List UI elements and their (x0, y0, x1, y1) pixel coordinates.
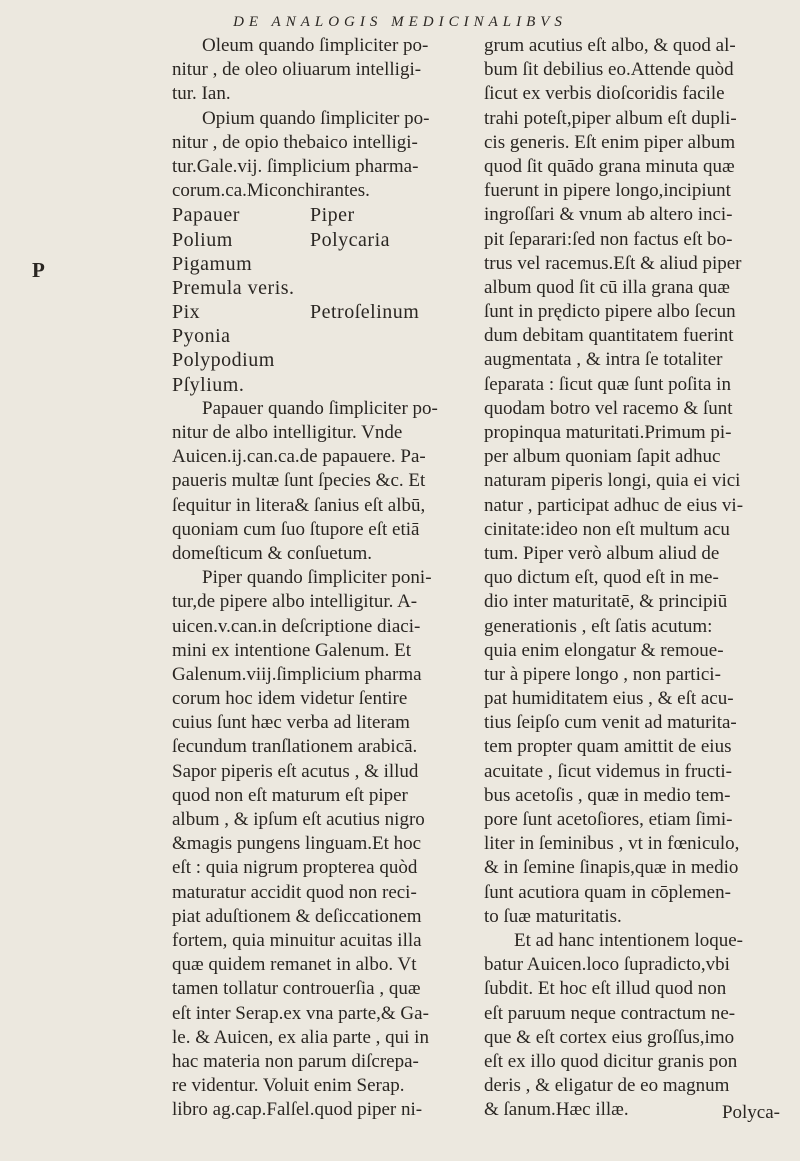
text-line: Galenum.viij.ſimplicium pharma (172, 663, 422, 685)
text-line: tem propter quam amittit de eius (484, 736, 732, 758)
text-line: eſt paruum neque contractum ne- (484, 1002, 736, 1024)
term-list-row (172, 228, 477, 252)
term-list-row (172, 252, 477, 276)
term-list-row (172, 300, 477, 324)
text-line: paueris multæ ſunt ſpecies &c. Et (172, 470, 426, 492)
text-line: grum acutius eſt albo, & quod al- (484, 35, 736, 56)
text-line: tum. Piper verò album aliud de (484, 542, 720, 564)
text-line: & in ſemine ſinapis,quæ in medio (484, 857, 739, 879)
text-line: libro ag.cap.Falſel.quod piper ni- (172, 1099, 423, 1121)
text-line: quod non eſt maturum eſt piper (172, 784, 408, 806)
term-list-row (172, 324, 477, 348)
text-line: ſubdit. Et hoc eſt illud quod non (484, 978, 727, 1000)
running-title: DE ANALOGIS MEDICINALIBVS (233, 14, 567, 30)
text-line: ſequitur in litera& ſanius eſt albū, (172, 494, 426, 516)
text-line: trahi poteſt,piper album eſt dupli- (484, 107, 737, 129)
text-line: to ſuæ maturitatis. (484, 905, 622, 927)
text-line: mini ex intentione Galenum. Et (172, 639, 412, 661)
text-line: ſecundum tranſlationem arabicā. (172, 736, 418, 758)
text-line: tur à pipere longo , non partici- (484, 663, 721, 685)
text-line: quia enim elongatur & remoue- (484, 639, 724, 661)
text-line: uicen.v.can.in deſcriptione diaci- (172, 615, 421, 637)
text-line: re videntur. Voluit enim Serap. (172, 1075, 405, 1097)
catchword: Polyca- (721, 1102, 780, 1123)
text-line: piat aduſtionem & deſiccationem (172, 905, 422, 927)
text-line: tur. Ian. (172, 83, 231, 105)
text-line: Auicen.ij.can.ca.de papauere. Pa- (172, 446, 426, 468)
text-line: generationis , eſt ſatis acutum: (484, 615, 713, 637)
text-line: batur Auicen.loco ſupradicto,vbi (484, 954, 730, 976)
text-line: Et ad hanc intentionem loque- (514, 929, 743, 951)
text-line: dio inter maturitatē, & principiū (484, 591, 728, 613)
text-line: ſunt acutiora quam in cōplemen- (484, 881, 731, 903)
text-line: nitur , de oleo oliuarum intelligi- (172, 59, 422, 81)
term-entry: Pigamum (172, 252, 253, 275)
text-line: le. & Auicen, ex alia parte , qui in (172, 1026, 429, 1048)
text-line: corum hoc idem videtur ſentire (172, 688, 408, 710)
term-list-row (172, 276, 477, 300)
term-entry: Polium (172, 228, 233, 251)
text-line: eſt : quia nigrum propterea quòd (172, 857, 418, 879)
text-line: natur , participat adhuc de eius vi- (484, 494, 744, 516)
text-line: cuius ſunt hæc verba ad literam (172, 712, 410, 734)
text-line: pore ſunt acetoſiores, etiam ſimi- (484, 809, 733, 830)
term-entry: Petroſelinum (310, 301, 420, 324)
term-entry: Premula veris. (172, 276, 295, 299)
text-line: quod ſit quādo grana minuta quæ (484, 155, 735, 177)
left-column (172, 34, 477, 1122)
text-line: ingroſſari & vnum ab altero inci- (484, 204, 733, 226)
text-line: que & eſt cortex eius groſſus,imo (484, 1026, 735, 1048)
text-line: corum.ca.Miconchirantes. (172, 180, 370, 202)
text-line: per album quoniam ſapit adhuc (484, 446, 721, 468)
term-entry: Polycaria (310, 228, 391, 251)
text-line: cinitate:ideo non eſt multum acu (484, 518, 730, 540)
text-line: liter in ſeminibus , vt in fœniculo, (484, 833, 740, 855)
text-line: tius ſeipſo cum venit ad maturita- (484, 712, 737, 734)
text-line: pit ſeparari:ſed non factus eſt bo- (484, 228, 733, 250)
text-line: album quod ſit cū illa grana quæ (484, 276, 730, 298)
text-line: trus vel racemus.Eſt & aliud piper (484, 252, 742, 274)
text-line: eſt inter Serap.ex vna parte,& Ga- (172, 1002, 429, 1024)
text-line: ſeparata : ſicut quæ ſunt poſita in (484, 373, 731, 395)
text-line: fortem, quia minuitur acuitas illa (172, 929, 422, 951)
text-line: &magis pungens linguam.Et hoc (172, 833, 422, 855)
text-line: domeſticum & conſuetum. (172, 542, 372, 564)
term-entry: Papauer (172, 204, 240, 227)
text-line: tamen tollatur controuerſia , quæ (172, 978, 421, 1000)
text-line: propinqua maturitati.Primum pi- (484, 422, 732, 443)
term-list-row (172, 203, 477, 227)
text-line: quodam botro vel racemo & ſunt (484, 397, 733, 419)
text-line: nitur de albo intelligitur. Vnde (172, 422, 403, 443)
text-line: ſunt in prędicto pipere albo ſecun (484, 301, 736, 323)
text-line: Oleum quando ſimpliciter po- (202, 35, 429, 56)
text-line: Sapor piperis eſt acutus , & illud (172, 760, 419, 782)
text-line: nitur , de opio thebaico intelligi- (172, 131, 418, 153)
term-entry: Piper (310, 204, 355, 227)
text-line: eſt ex illo quod dicitur granis pon (484, 1050, 738, 1072)
text-line: album , & ipſum eſt acutius nigro (172, 809, 425, 830)
text-line: acuitate , ſicut videmus in fructi- (484, 760, 732, 782)
text-line: fuerunt in pipere longo,incipiunt (484, 180, 731, 202)
text-line: dum debitam quantitatem fuerint (484, 325, 734, 347)
text-line: tur,de pipere albo intelligitur. A- (172, 591, 418, 613)
text-line: quæ quidem remanet in albo. Vt (172, 954, 417, 976)
section-letter: P (32, 258, 45, 282)
term-entry: Pix (172, 301, 201, 324)
term-entry: Pſylium. (172, 373, 245, 396)
text-line: augmentata , & intra ſe totaliter (484, 349, 723, 371)
text-line: Papauer quando ſimpliciter po- (202, 397, 438, 419)
text-line: tur.Gale.vij. ſimplicium pharma- (172, 155, 419, 177)
text-line: naturam piperis longi, quia ei vici (484, 470, 741, 492)
text-line: ſicut ex verbis dioſcoridis facile (484, 83, 725, 105)
text-line: pat humiditatem eius , & eſt acu- (484, 688, 734, 710)
text-line: Opium quando ſimpliciter po- (202, 107, 430, 129)
term-list-row (172, 373, 477, 397)
text-line: quo dictum eſt, quod eſt in me- (484, 567, 719, 589)
term-entry: Pyonia (172, 325, 231, 348)
right-column (484, 34, 792, 1122)
text-line: maturatur accidit quod non reci- (172, 881, 417, 903)
text-line: & ſanum.Hæc illæ. (484, 1099, 629, 1121)
text-line: bus acetoſis , quæ in medio tem- (484, 784, 731, 806)
text-line: deris , & eligatur de eo magnum (484, 1075, 730, 1097)
text-line: quoniam cum ſuo ſtupore eſt etiā (172, 518, 420, 540)
term-entry: Polypodium (172, 349, 275, 372)
text-line: cis generis. Eſt enim piper album (484, 131, 736, 153)
text-line: Piper quando ſimpliciter poni- (202, 567, 432, 589)
term-list-row (172, 348, 477, 372)
text-line: hac materia non parum diſcrepa- (172, 1050, 419, 1072)
text-line: bum ſit debilius eo.Attende quòd (484, 59, 734, 81)
